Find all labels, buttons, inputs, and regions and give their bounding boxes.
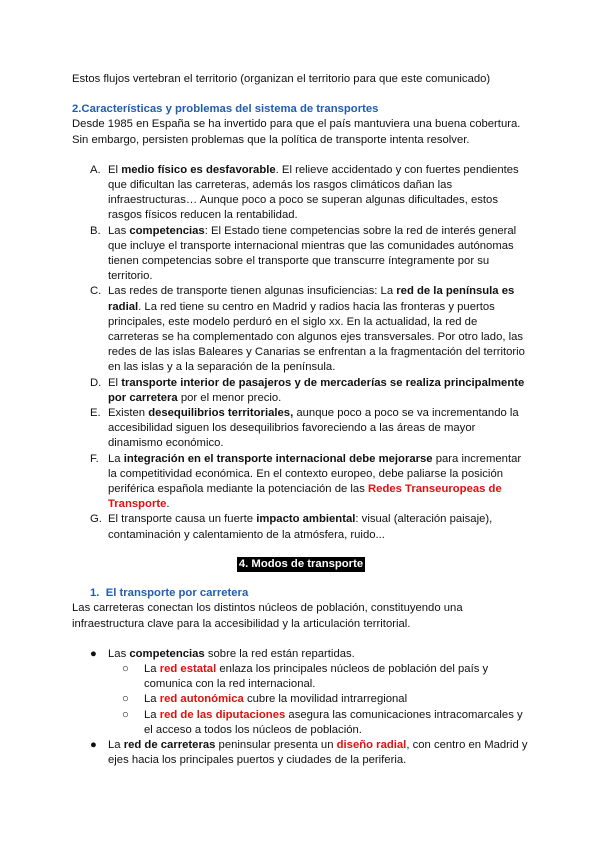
- section-4-heading-wrap: [72, 557, 530, 572]
- item-text: : El Estado tiene competencias sobre la red de interés general que incluye el transporte internacional mientras que las comunidades autónomas tienen competencias sobre el transporte que transcurre íntegramente por su territorio.: [108, 224, 517, 283]
- item-text: El: [108, 376, 122, 389]
- item-text: sobre la red están repartidas.: [204, 647, 355, 660]
- item-text: La: [144, 662, 160, 675]
- item-text: La: [108, 452, 124, 465]
- list-marker: C.: [90, 285, 102, 298]
- item-text: El: [108, 163, 122, 176]
- item-bold: competencias: [129, 647, 205, 660]
- section-2-paragraph: Desde 1985 en España se ha invertido para que el país mantuviera una buena cobertura. Sin embargo, persisten problemas que la política de transporte intenta resolver.: [72, 118, 521, 146]
- subsection-heading: [72, 586, 530, 601]
- item-text: para incrementar la competitividad económica. En el contexto europeo, debe paliarse la posición periférica española mediante la potenciación de las: [108, 452, 522, 496]
- section-2-heading: 2.Características y problemas del sistema de transportes: [72, 103, 379, 116]
- list-marker: A.: [90, 163, 101, 176]
- item-text: La: [108, 738, 124, 751]
- item-red-highlight: Redes Transeuropeas de Transporte: [108, 483, 502, 511]
- subsection-title: El transporte por carretera: [105, 587, 249, 600]
- item-text: La: [144, 693, 160, 706]
- list-item: [72, 284, 530, 375]
- bullet-icon: ●: [90, 647, 97, 660]
- item-text: : visual (alteración paisaje), contaminación y calentamiento de la atmósfera, ruido...: [108, 513, 493, 541]
- list-item: [72, 647, 530, 738]
- item-text: aunque poco a poco se va incrementando la accesibilidad siguen los desequilibrios favoreciendo a las áreas de mayor dinamismo económico.: [108, 407, 519, 450]
- list-marker: B.: [90, 224, 101, 237]
- list-item: [72, 738, 530, 768]
- list-item: [72, 224, 530, 285]
- item-text: El transporte causa un fuerte: [108, 513, 257, 526]
- item-bold: competencias: [129, 224, 205, 237]
- sub-list-item: [108, 692, 530, 707]
- item-bold: red de la península es radial: [108, 285, 515, 313]
- item-text: enlaza los principales núcleos de población del país y comunica con la red internacional.: [144, 662, 489, 691]
- item-bold: desequilibrios territoriales,: [148, 407, 294, 420]
- item-text: Las: [108, 647, 130, 660]
- item-red-highlight: red estatal: [159, 662, 217, 675]
- item-red-highlight: red de las diputaciones: [159, 708, 286, 721]
- list-item: [72, 406, 530, 452]
- item-text: asegura las comunicaciones intracomarcales y el acceso a todos los núcleos de población.: [144, 708, 523, 736]
- item-text: Las: [108, 224, 130, 237]
- item-text: Las redes de transporte tienen algunas insuficiencias: La: [108, 285, 397, 298]
- item-text: . El relieve accidentado y con fuertes pendientes que dificultan las carreteras, además los rasgos climáticos dañan las infraestructuras… Aunque poco a poco se superan algunas dificultades, estos rasgos físicos reducen la rentabilidad.: [108, 163, 519, 222]
- item-red-highlight: red autonómica: [159, 693, 244, 706]
- list-marker: F.: [90, 452, 99, 465]
- item-bold: integración en el transporte internacional debe mejorarse: [123, 452, 433, 465]
- item-text: .: [166, 498, 170, 511]
- list-item: [72, 512, 530, 542]
- item-text: . La red tiene su centro en Madrid y radios hacia las fronteras y puertos principales, este modelo perduró en el siglo xx. En la actualidad, la red de carreteras se ha complementado con algunos ejes transversales. Por otro lado, las redes de las islas Baleares y Canarias se enfrentan a la fragmentación del territorio en las islas y a la separación de la península.: [108, 300, 525, 374]
- circle-bullet-icon: ○: [122, 708, 129, 721]
- sub-list-item: [108, 708, 530, 738]
- list-marker: D.: [90, 376, 102, 389]
- item-bold: red de carreteras: [123, 738, 216, 751]
- item-text: , con centro en Madrid y ejes hacia los principales puertos y ciudades de la periferia.: [108, 738, 528, 767]
- item-bold: medio físico es desfavorable: [121, 163, 276, 176]
- bullet-list: [72, 647, 530, 769]
- document-page: [72, 72, 530, 768]
- subsection-number: 1.: [90, 587, 100, 600]
- circle-bullet-icon: ○: [122, 693, 129, 706]
- bullet-icon: ●: [90, 738, 97, 751]
- section-4-heading: 4. Modos de transporte: [237, 557, 365, 572]
- circle-bullet-icon: ○: [122, 662, 129, 675]
- item-text: peninsular presenta un: [215, 738, 337, 751]
- sub-list: [108, 662, 530, 738]
- characteristics-list: [72, 163, 530, 543]
- list-marker: E.: [90, 407, 101, 420]
- list-item: [72, 163, 530, 224]
- list-item: [72, 376, 530, 406]
- item-bold: impacto ambiental: [256, 513, 356, 526]
- item-bold: transporte interior de pasajeros y de mercaderías se realiza principalmente por carretera: [108, 376, 525, 404]
- item-text: por el menor precio.: [177, 391, 282, 404]
- item-text: La: [144, 708, 160, 721]
- intro-paragraph: Estos flujos vertebran el territorio (organizan el territorio para que este comunicado): [72, 73, 491, 85]
- item-text: Existen: [108, 407, 149, 420]
- item-red-highlight: diseño radial: [336, 738, 407, 751]
- list-item: [72, 452, 530, 513]
- subsection-paragraph: Las carreteras conectan los distintos núcleos de población, constituyendo una infraestructura clave para la accesibilidad y la articulación territorial.: [72, 602, 463, 630]
- list-marker: G.: [90, 513, 102, 526]
- item-text: cubre la movilidad intrarregional: [243, 693, 408, 706]
- sub-list-item: [108, 662, 530, 692]
